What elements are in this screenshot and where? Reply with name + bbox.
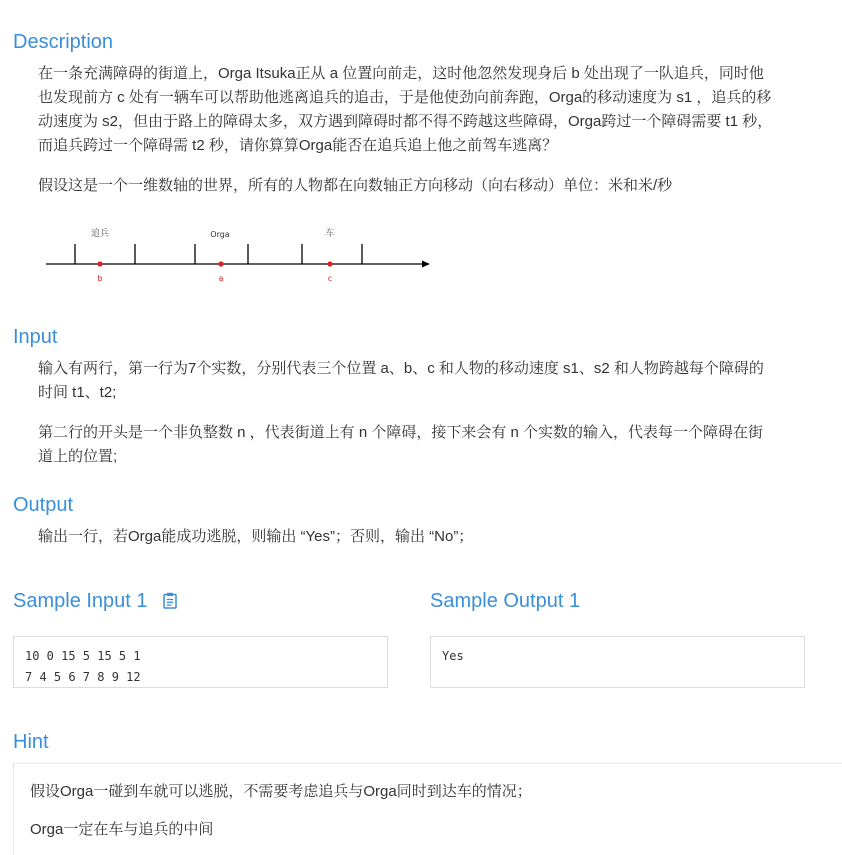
description-heading: Description [13,31,114,53]
input-heading: Input [13,326,58,348]
hint-heading: Hint [13,731,49,753]
input-line-1: 输入有两行，第一行为7个实数，分别代表三个位置 a、b、c 和人物的移动速度 s1、s2 和人物跨越每个障碍的 [38,360,764,377]
sample-output-box[interactable] [430,636,805,688]
sample-input-heading [13,589,177,615]
label-point-b: b [97,274,103,283]
label-orga: Orga [210,230,230,239]
label-pursuers: 追兵 [90,229,110,239]
sample-output-line-1: Yes [442,649,464,663]
sample-input-title: Sample Input 1 [13,590,148,612]
input-line-2: 时间 t1、t2; [38,384,117,401]
input-line-4: 道上的位置; [38,448,118,465]
sample-input-box[interactable] [13,636,388,688]
description-line-2: 也发现前方 c 处有一辆车可以帮助他逃离追兵的追击，于是他使劲向前奔跑，Orga的移动速度为 s1 ，追兵的移 [38,89,772,106]
hint-box [13,763,842,855]
point-c-marker [327,261,332,266]
sample-output-heading: Sample Output 1 [430,590,581,612]
hint-line-1: 假设Orga一碰到车就可以逃脱，不需要考虑追兵与Orga同时到达车的情况； [30,783,532,800]
input-line-3: 第二行的开头是一个非负整数 n ，代表街道上有 n 个障碍，接下来会有 n 个实数的输入，代表每一个障碍在街 [38,424,764,441]
description-line-4: 而追兵跨过一个障碍需 t2 秒，请你算算Orga能否在追兵追上他之前驾车逃离？ [38,137,558,154]
description-line-1: 在一条充满障碍的街道上，Orga Itsuka正从 a 位置向前走，这时他忽然发现身后 b 处出现了一队追兵，同时他 [38,65,764,82]
point-b-marker [97,261,102,266]
number-line-figure [44,222,436,286]
point-a-marker [218,261,223,266]
sample-input-line-1: 10 0 15 5 15 5 1 [25,649,141,663]
axis-arrow-icon [422,261,430,268]
output-heading: Output [13,494,74,516]
sample-input-line-2: 7 4 5 6 7 8 9 12 [25,670,141,684]
description-line-3: 动速度为 s2，但由于路上的障碍太多，双方遇到障碍时都不得不跨越这些障碍，Orga跨过一个障碍需要 t1 秒， [38,113,773,130]
output-text: 输出一行，若Orga能成功逃脱，则输出 “Yes”；否则，输出 “No”； [38,528,474,545]
clipboard-icon[interactable] [163,591,177,615]
label-point-a: a [218,274,224,283]
label-point-c: c [327,274,333,283]
hint-line-2: Orga一定在车与追兵的中间 [30,821,214,838]
label-car: 车 [325,229,335,239]
description-assumption: 假设这是一个一维数轴的世界，所有的人物都在向数轴正方向移动（向右移动）单位：米和米/秒 [38,177,673,194]
